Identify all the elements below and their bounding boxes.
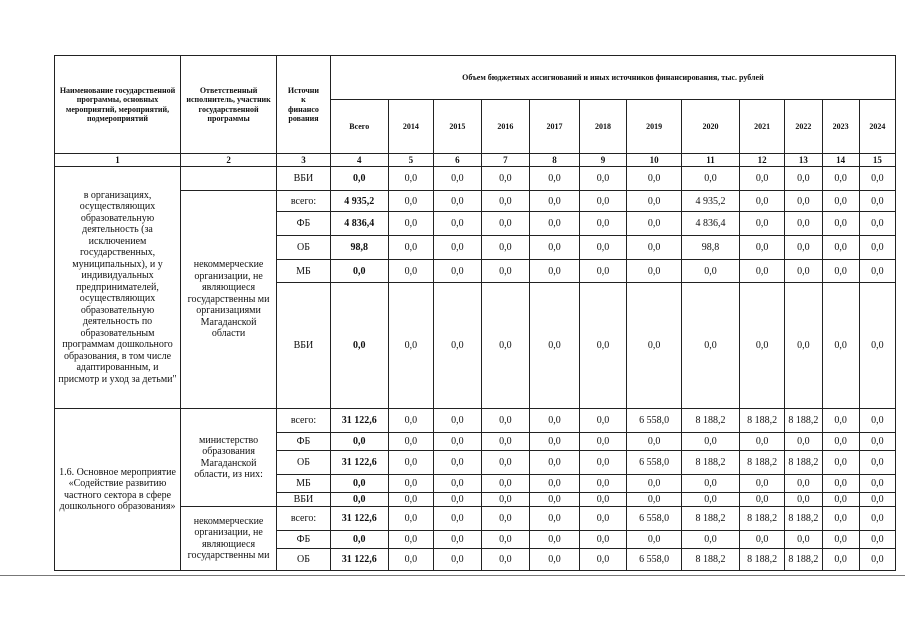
total-cell: 31 122,6 bbox=[330, 507, 388, 531]
total-cell: 0,0 bbox=[330, 260, 388, 283]
value-cell: 0,0 bbox=[388, 433, 433, 451]
value-cell: 0,0 bbox=[530, 283, 580, 409]
value-cell: 0,0 bbox=[481, 283, 530, 409]
total-cell: 31 122,6 bbox=[330, 409, 388, 433]
value-cell: 0,0 bbox=[627, 212, 682, 236]
value-cell: 0,0 bbox=[785, 475, 822, 493]
value-cell: 0,0 bbox=[859, 236, 895, 260]
value-cell: 0,0 bbox=[822, 191, 859, 212]
value-cell: 0,0 bbox=[785, 212, 822, 236]
value-cell: 0,0 bbox=[434, 260, 482, 283]
value-cell: 0,0 bbox=[434, 236, 482, 260]
value-cell: 4 836,4 bbox=[682, 212, 740, 236]
value-cell: 0,0 bbox=[627, 283, 682, 409]
value-cell: 0,0 bbox=[785, 283, 822, 409]
total-cell: 31 122,6 bbox=[330, 549, 388, 571]
value-cell: 0,0 bbox=[579, 167, 627, 191]
value-cell: 0,0 bbox=[434, 475, 482, 493]
index-cell: 10 bbox=[627, 154, 682, 167]
value-cell: 0,0 bbox=[682, 260, 740, 283]
value-cell: 0,0 bbox=[785, 191, 822, 212]
value-cell: 0,0 bbox=[739, 433, 784, 451]
value-cell: 8 188,2 bbox=[739, 451, 784, 475]
value-cell: 0,0 bbox=[739, 212, 784, 236]
value-cell: 8 188,2 bbox=[785, 409, 822, 433]
header-year: 2023 bbox=[822, 100, 859, 154]
value-cell: 0,0 bbox=[434, 549, 482, 571]
value-cell: 0,0 bbox=[481, 191, 530, 212]
value-cell: 0,0 bbox=[434, 433, 482, 451]
responsible-empty bbox=[181, 167, 277, 191]
value-cell: 0,0 bbox=[627, 191, 682, 212]
source-cell: всего: bbox=[277, 409, 331, 433]
value-cell: 0,0 bbox=[682, 493, 740, 507]
value-cell: 6 558,0 bbox=[627, 409, 682, 433]
value-cell: 0,0 bbox=[434, 451, 482, 475]
value-cell: 0,0 bbox=[388, 212, 433, 236]
value-cell: 0,0 bbox=[859, 283, 895, 409]
value-cell: 0,0 bbox=[530, 475, 580, 493]
responsible-org: некоммерческие организации, не являющиеся государственны ми организациями Магаданской области bbox=[181, 191, 277, 409]
value-cell: 0,0 bbox=[388, 549, 433, 571]
index-cell: 5 bbox=[388, 154, 433, 167]
value-cell: 0,0 bbox=[682, 167, 740, 191]
value-cell: 0,0 bbox=[481, 507, 530, 531]
total-cell: 0,0 bbox=[330, 475, 388, 493]
value-cell: 0,0 bbox=[822, 549, 859, 571]
source-cell: ОБ bbox=[277, 549, 331, 571]
value-cell: 0,0 bbox=[388, 507, 433, 531]
value-cell: 8 188,2 bbox=[739, 409, 784, 433]
value-cell: 8 188,2 bbox=[739, 549, 784, 571]
value-cell: 0,0 bbox=[627, 475, 682, 493]
value-cell: 0,0 bbox=[481, 493, 530, 507]
value-cell: 0,0 bbox=[739, 283, 784, 409]
value-cell: 0,0 bbox=[579, 475, 627, 493]
value-cell: 0,0 bbox=[388, 283, 433, 409]
value-cell: 0,0 bbox=[530, 191, 580, 212]
total-cell: 0,0 bbox=[330, 283, 388, 409]
value-cell: 0,0 bbox=[530, 409, 580, 433]
index-cell: 3 bbox=[277, 154, 331, 167]
value-cell: 8 188,2 bbox=[785, 549, 822, 571]
value-cell: 0,0 bbox=[859, 493, 895, 507]
value-cell: 0,0 bbox=[822, 451, 859, 475]
index-cell: 13 bbox=[785, 154, 822, 167]
value-cell: 0,0 bbox=[785, 531, 822, 549]
value-cell: 0,0 bbox=[859, 507, 895, 531]
value-cell: 8 188,2 bbox=[682, 451, 740, 475]
value-cell: 0,0 bbox=[785, 493, 822, 507]
value-cell: 0,0 bbox=[739, 531, 784, 549]
value-cell: 0,0 bbox=[682, 283, 740, 409]
header-year: 2016 bbox=[481, 100, 530, 154]
value-cell: 0,0 bbox=[822, 507, 859, 531]
value-cell: 0,0 bbox=[579, 260, 627, 283]
value-cell: 0,0 bbox=[822, 531, 859, 549]
value-cell: 0,0 bbox=[481, 433, 530, 451]
header-year: 2020 bbox=[682, 100, 740, 154]
value-cell: 0,0 bbox=[822, 236, 859, 260]
value-cell: 0,0 bbox=[859, 191, 895, 212]
value-cell: 0,0 bbox=[627, 260, 682, 283]
value-cell: 0,0 bbox=[822, 212, 859, 236]
value-cell: 0,0 bbox=[739, 167, 784, 191]
value-cell: 0,0 bbox=[859, 549, 895, 571]
value-cell: 0,0 bbox=[822, 493, 859, 507]
value-cell: 6 558,0 bbox=[627, 451, 682, 475]
source-cell: ВБИ bbox=[277, 283, 331, 409]
source-cell: МБ bbox=[277, 260, 331, 283]
value-cell: 0,0 bbox=[530, 167, 580, 191]
value-cell: 0,0 bbox=[822, 433, 859, 451]
value-cell: 0,0 bbox=[579, 531, 627, 549]
activity-name: 1.6. Основное мероприятие «Содействие развитию частного сектора в сфере дошкольного образования» bbox=[55, 409, 181, 571]
header-year: 2024 bbox=[859, 100, 895, 154]
value-cell: 0,0 bbox=[822, 409, 859, 433]
table-row bbox=[55, 507, 896, 531]
header-col-name: Наименование государственной программы, основных мероприятий, мероприятий, подмероприятий bbox=[55, 56, 181, 154]
value-cell: 8 188,2 bbox=[785, 507, 822, 531]
value-cell: 0,0 bbox=[579, 212, 627, 236]
value-cell: 0,0 bbox=[579, 191, 627, 212]
value-cell: 0,0 bbox=[481, 260, 530, 283]
value-cell: 0,0 bbox=[822, 475, 859, 493]
header-col-source-line: Источни bbox=[287, 85, 320, 95]
index-cell: 15 bbox=[859, 154, 895, 167]
value-cell: 0,0 bbox=[859, 212, 895, 236]
source-cell: МБ bbox=[277, 475, 331, 493]
value-cell: 0,0 bbox=[822, 283, 859, 409]
value-cell: 0,0 bbox=[434, 507, 482, 531]
header-year: 2022 bbox=[785, 100, 822, 154]
source-cell: ОБ bbox=[277, 451, 331, 475]
total-cell: 4 836,4 bbox=[330, 212, 388, 236]
source-cell: ВБИ bbox=[277, 167, 331, 191]
value-cell: 0,0 bbox=[388, 167, 433, 191]
value-cell: 0,0 bbox=[530, 493, 580, 507]
value-cell: 0,0 bbox=[579, 493, 627, 507]
total-cell: 4 935,2 bbox=[330, 191, 388, 212]
value-cell: 0,0 bbox=[739, 475, 784, 493]
value-cell: 8 188,2 bbox=[739, 507, 784, 531]
value-cell: 0,0 bbox=[530, 507, 580, 531]
value-cell: 0,0 bbox=[822, 167, 859, 191]
scan-divider bbox=[0, 575, 905, 576]
value-cell: 0,0 bbox=[682, 531, 740, 549]
total-cell: 0,0 bbox=[330, 493, 388, 507]
value-cell: 0,0 bbox=[481, 167, 530, 191]
value-cell: 0,0 bbox=[859, 451, 895, 475]
value-cell: 0,0 bbox=[481, 236, 530, 260]
source-cell: ФБ bbox=[277, 212, 331, 236]
value-cell: 8 188,2 bbox=[682, 409, 740, 433]
value-cell: 6 558,0 bbox=[627, 549, 682, 571]
value-cell: 0,0 bbox=[627, 531, 682, 549]
header-year: 2018 bbox=[579, 100, 627, 154]
value-cell: 0,0 bbox=[388, 475, 433, 493]
value-cell: 0,0 bbox=[388, 236, 433, 260]
value-cell: 0,0 bbox=[481, 212, 530, 236]
source-cell: всего: bbox=[277, 507, 331, 531]
value-cell: 0,0 bbox=[530, 260, 580, 283]
value-cell: 0,0 bbox=[627, 236, 682, 260]
total-cell: 98,8 bbox=[330, 236, 388, 260]
value-cell: 0,0 bbox=[530, 236, 580, 260]
value-cell: 8 188,2 bbox=[682, 549, 740, 571]
value-cell: 0,0 bbox=[579, 451, 627, 475]
value-cell: 0,0 bbox=[434, 212, 482, 236]
budget-table bbox=[54, 55, 896, 571]
header-col-volume: Объем бюджетных ассигнований и иных источников финансирования, тыс. рублей bbox=[330, 56, 895, 100]
index-cell: 12 bbox=[739, 154, 784, 167]
index-cell: 4 bbox=[330, 154, 388, 167]
value-cell: 0,0 bbox=[388, 191, 433, 212]
header-col-source-line: к bbox=[301, 95, 306, 104]
value-cell: 0,0 bbox=[822, 260, 859, 283]
table-row bbox=[55, 167, 896, 191]
table-row bbox=[55, 191, 896, 212]
value-cell: 0,0 bbox=[481, 409, 530, 433]
index-cell: 9 bbox=[579, 154, 627, 167]
value-cell: 0,0 bbox=[579, 236, 627, 260]
value-cell: 0,0 bbox=[627, 493, 682, 507]
value-cell: 0,0 bbox=[434, 493, 482, 507]
header-col-source-line: рования bbox=[288, 114, 319, 123]
value-cell: 0,0 bbox=[859, 260, 895, 283]
value-cell: 0,0 bbox=[530, 433, 580, 451]
source-cell: ВБИ bbox=[277, 493, 331, 507]
value-cell: 0,0 bbox=[579, 433, 627, 451]
value-cell: 0,0 bbox=[579, 409, 627, 433]
value-cell: 0,0 bbox=[859, 409, 895, 433]
total-cell: 0,0 bbox=[330, 167, 388, 191]
value-cell: 6 558,0 bbox=[627, 507, 682, 531]
index-cell: 14 bbox=[822, 154, 859, 167]
header-year: 2015 bbox=[434, 100, 482, 154]
value-cell: 0,0 bbox=[434, 191, 482, 212]
header-col-source-line: финансо bbox=[288, 104, 319, 114]
header-year: 2017 bbox=[530, 100, 580, 154]
source-cell: всего: bbox=[277, 191, 331, 212]
value-cell: 0,0 bbox=[627, 433, 682, 451]
value-cell: 0,0 bbox=[388, 451, 433, 475]
value-cell: 0,0 bbox=[739, 236, 784, 260]
value-cell: 0,0 bbox=[859, 531, 895, 549]
value-cell: 0,0 bbox=[739, 191, 784, 212]
total-cell: 0,0 bbox=[330, 531, 388, 549]
value-cell: 0,0 bbox=[682, 475, 740, 493]
index-cell: 1 bbox=[55, 154, 181, 167]
value-cell: 0,0 bbox=[434, 409, 482, 433]
value-cell: 0,0 bbox=[785, 433, 822, 451]
source-cell: ФБ bbox=[277, 433, 331, 451]
value-cell: 8 188,2 bbox=[785, 451, 822, 475]
value-cell: 0,0 bbox=[530, 531, 580, 549]
index-cell: 11 bbox=[682, 154, 740, 167]
header-col-source bbox=[277, 56, 331, 154]
value-cell: 8 188,2 bbox=[682, 507, 740, 531]
value-cell: 4 935,2 bbox=[682, 191, 740, 212]
header-year: 2019 bbox=[627, 100, 682, 154]
value-cell: 0,0 bbox=[785, 167, 822, 191]
value-cell: 0,0 bbox=[481, 549, 530, 571]
responsible-ministry: министерство образования Магаданской области, из них: bbox=[181, 409, 277, 507]
index-cell: 2 bbox=[181, 154, 277, 167]
value-cell: 0,0 bbox=[481, 475, 530, 493]
source-cell: ОБ bbox=[277, 236, 331, 260]
total-cell: 0,0 bbox=[330, 433, 388, 451]
index-cell: 7 bbox=[481, 154, 530, 167]
header-year: 2021 bbox=[739, 100, 784, 154]
header-year: 2014 bbox=[388, 100, 433, 154]
value-cell: 0,0 bbox=[388, 531, 433, 549]
value-cell: 0,0 bbox=[579, 283, 627, 409]
table-row bbox=[55, 409, 896, 433]
header-total: Всего bbox=[330, 100, 388, 154]
value-cell: 0,0 bbox=[739, 493, 784, 507]
value-cell: 0,0 bbox=[739, 260, 784, 283]
value-cell: 0,0 bbox=[859, 433, 895, 451]
value-cell: 0,0 bbox=[859, 475, 895, 493]
value-cell: 0,0 bbox=[627, 167, 682, 191]
value-cell: 0,0 bbox=[530, 451, 580, 475]
value-cell: 0,0 bbox=[579, 549, 627, 571]
value-cell: 0,0 bbox=[530, 212, 580, 236]
value-cell: 0,0 bbox=[785, 260, 822, 283]
value-cell: 0,0 bbox=[481, 451, 530, 475]
value-cell: 0,0 bbox=[388, 493, 433, 507]
value-cell: 0,0 bbox=[388, 260, 433, 283]
index-cell: 6 bbox=[434, 154, 482, 167]
value-cell: 0,0 bbox=[481, 531, 530, 549]
source-cell: ФБ bbox=[277, 531, 331, 549]
value-cell: 0,0 bbox=[434, 283, 482, 409]
value-cell: 98,8 bbox=[682, 236, 740, 260]
value-cell: 0,0 bbox=[388, 409, 433, 433]
value-cell: 0,0 bbox=[859, 167, 895, 191]
index-cell: 8 bbox=[530, 154, 580, 167]
value-cell: 0,0 bbox=[434, 167, 482, 191]
value-cell: 0,0 bbox=[682, 433, 740, 451]
total-cell: 31 122,6 bbox=[330, 451, 388, 475]
value-cell: 0,0 bbox=[434, 531, 482, 549]
value-cell: 0,0 bbox=[530, 549, 580, 571]
header-col-responsible: Ответственный исполнитель, участник государственной программы bbox=[181, 56, 277, 154]
value-cell: 0,0 bbox=[579, 507, 627, 531]
value-cell: 0,0 bbox=[785, 236, 822, 260]
responsible-org: некоммерческие организации, не являющиеся государственны ми bbox=[181, 507, 277, 571]
activity-name: в организациях, осуществляющих образовательную деятельность (за исключением государственных, муниципальных), и у индивидуальных предпринимателей, осуществляющих образовательную деятельность по образовательным программам дошкольного образования, в том числе адаптированным, и присмотр и уход за детьми" bbox=[55, 167, 181, 409]
